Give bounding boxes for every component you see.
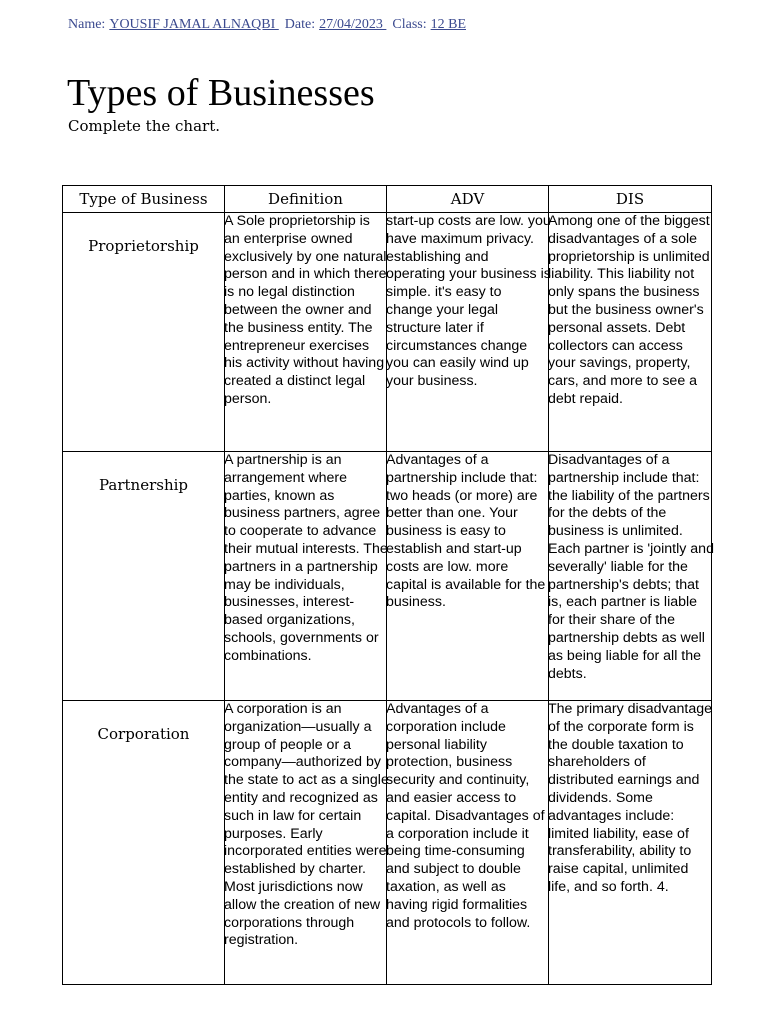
business-type-label: Proprietorship bbox=[88, 237, 199, 255]
definition-text: A Sole proprietorship is an enterprise owned exclusively by one natural person and in which there is no legal distinction between the owner and the business entity. The entrepreneur exercises his activity without having created a distinct legal person. bbox=[224, 213, 387, 407]
business-type-cell bbox=[63, 452, 225, 701]
dis-text: The primary disadvantage of the corporate form is the double taxation to shareholders of distributed earnings and dividends. Some advantages include: limited liability, ease of transferability, ability to raise capital, unlimited life, and so forth. 4. bbox=[548, 701, 713, 895]
date-label: Date: bbox=[284, 17, 316, 32]
table-row bbox=[63, 213, 712, 452]
instruction-text: Complete the chart. bbox=[68, 117, 220, 135]
adv-text: Advantages of a partnership include that: two heads (or more) are better than one. Your business is easy to establish and start-up costs are low. more capital is available for the business. bbox=[386, 452, 546, 611]
business-types-table bbox=[62, 185, 712, 985]
name-value: YOUSIF JAMAL ALNAQBI bbox=[109, 17, 279, 32]
class-value: 12 BE bbox=[430, 17, 466, 32]
student-info-line bbox=[68, 17, 472, 33]
page-title: Types of Businesses bbox=[67, 72, 375, 114]
dis-text: Disadvantages of a partnership include that: the liability of the partners for the debts of the business is unlimited. Each partner is 'jointly and severally' liable for the partnership's debts; that is, each partner is liable for their share of the partnership debts as well as being liable for all the debts. bbox=[548, 452, 714, 682]
business-type-cell bbox=[63, 701, 225, 985]
adv-text: start-up costs are low. you have maximum privacy. establishing and operating your business is simple. it's easy to change your legal structure later if circumstances change you can easily wind up your business. bbox=[386, 213, 551, 390]
definition-cell bbox=[225, 213, 387, 452]
dis-text: Among one of the biggest disadvantages of a sole proprietorship is unlimited liability. This liability not only spans the business but the business owner's personal assets. Debt collectors can access your savings, property, cars, and more to see a debt repaid. bbox=[548, 213, 710, 407]
table-header-row bbox=[63, 186, 712, 213]
dis-cell bbox=[549, 452, 712, 701]
dis-cell bbox=[549, 701, 712, 985]
adv-cell bbox=[387, 452, 549, 701]
column-header-dis: DIS bbox=[549, 186, 712, 213]
table-row bbox=[63, 452, 712, 701]
definition-text: A corporation is an organization—usually a group of people or a company—authorized by the state to act as a single entity and recognized as such in law for certain purposes. Early incorporated entities were established by charter. Most jurisdictions now allow the creation of new corporations through registration. bbox=[224, 701, 389, 949]
definition-cell bbox=[225, 701, 387, 985]
name-label: Name: bbox=[68, 17, 106, 32]
adv-cell bbox=[387, 213, 549, 452]
adv-cell bbox=[387, 701, 549, 985]
dis-cell bbox=[549, 213, 712, 452]
definition-cell bbox=[225, 452, 387, 701]
adv-text: Advantages of a corporation include personal liability protection, business security and continuity, and easier access to capital. Disadvantages of a corporation include it being time-consuming and subject to double taxation, as well as having rigid formalities and protocols to follow. bbox=[386, 701, 545, 931]
business-type-cell bbox=[63, 213, 225, 452]
column-header-adv: ADV bbox=[387, 186, 549, 213]
business-type-label: Corporation bbox=[97, 725, 190, 743]
definition-text: A partnership is an arrangement where parties, known as business partners, agree to cooperate to advance their mutual interests. The partners in a partnership may be individuals, businesses, interest-based organizations, schools, governments or combinations. bbox=[224, 452, 388, 664]
column-header-definition: Definition bbox=[225, 186, 387, 213]
column-header-type: Type of Business bbox=[63, 186, 225, 213]
date-value: 27/04/2023 bbox=[319, 17, 387, 32]
class-label: Class: bbox=[392, 17, 427, 32]
business-type-label: Partnership bbox=[98, 476, 189, 494]
table-row bbox=[63, 701, 712, 985]
